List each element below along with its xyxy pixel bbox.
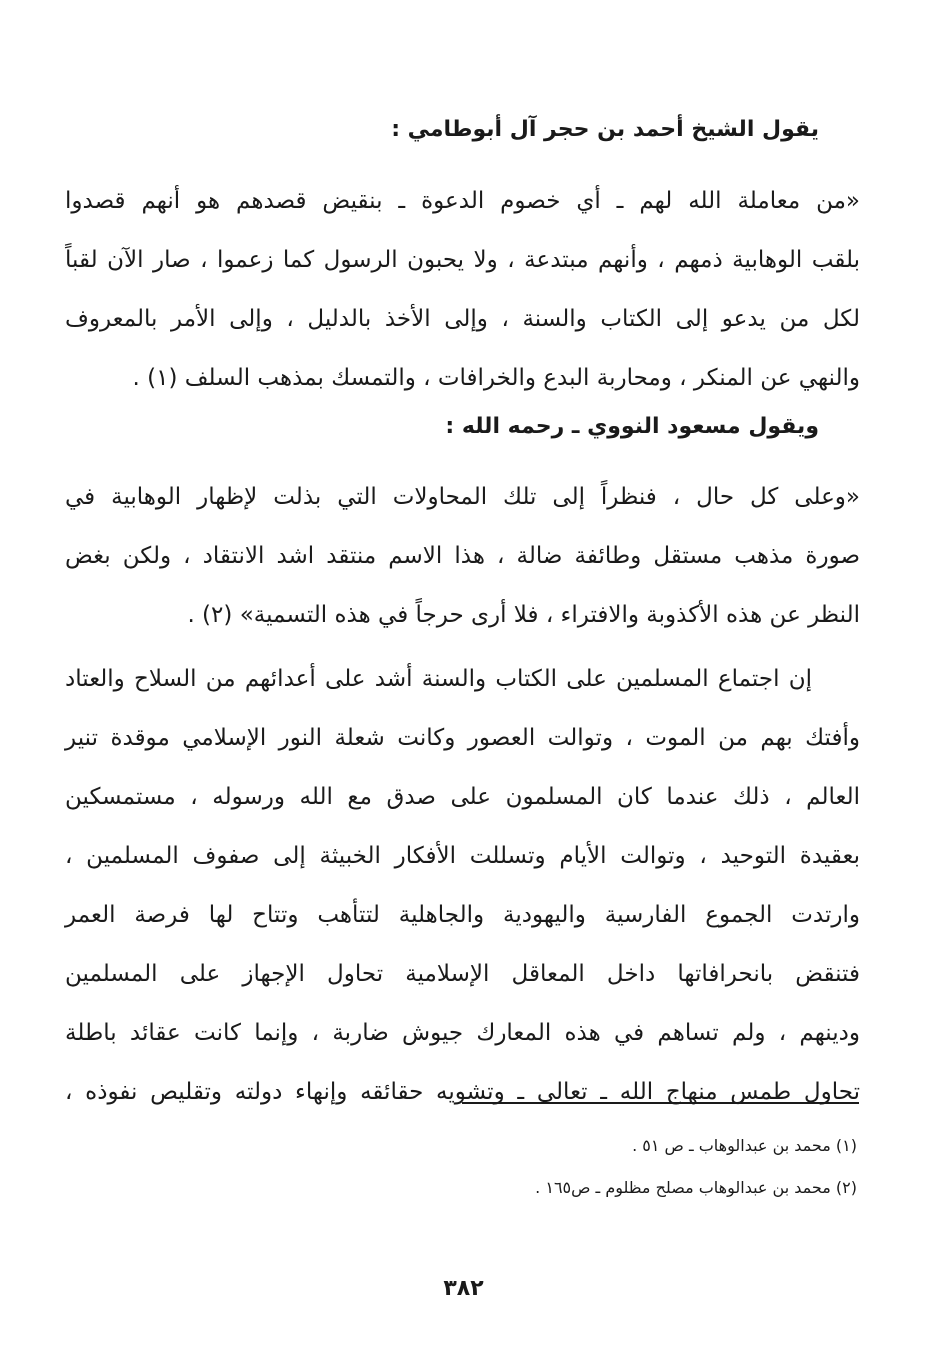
page-number: ٣٨٢ (443, 1276, 484, 1301)
body-paragraph (65, 650, 860, 1122)
footnote-1: (١) محمد بن عبدالوهاب ـ ص ٥١ . (632, 1136, 857, 1155)
body-line: تحاول طمس منهاج الله ـ تعالى ـ وتشويه حقائقه وإنهاء دولته وتقليص نفوذه ، (65, 1079, 860, 1105)
footnote-divider (462, 1102, 859, 1104)
quote-abu-tami (65, 172, 860, 408)
quote-line: «وعلى كل حال ، فنظراً إلى تلك المحاولات التي بذلت لإظهار الوهابية في (65, 484, 860, 510)
body-line: وأفتك بهم من الموت ، وتوالت العصور وكانت شعلة النور الإسلامي موقدة تنير (65, 725, 860, 751)
quote-line: «من معاملة الله لهم ـ أي خصوم الدعوة ـ بنقيض قصدهم هو أنهم قصدوا (65, 188, 860, 214)
body-line: فتنقض بانحرافاتها داخل المعاقل الإسلامية تحاول الإجهاز على المسلمين (65, 961, 860, 987)
body-line: بعقيدة التوحيد ، وتوالت الأيام وتسللت الأفكار الخبيثة إلى صفوف المسلمين ، (65, 843, 860, 869)
quote-line: بلقب الوهابية ذمهم ، وأنهم مبتدعة ، ولا يحبون الرسول كما زعموا ، صار الآن لقباً (65, 247, 860, 273)
body-line: ودينهم ، ولم تساهم في هذه المعارك جيوش ضاربة ، وإنما كانت عقائد باطلة (65, 1020, 860, 1046)
body-line: العالم ، ذلك عندما كان المسلمون على صدق مع الله ورسوله ، مستمسكين (65, 784, 860, 810)
quote-nadwi (65, 468, 860, 645)
body-line: إن اجتماع المسلمين على الكتاب والسنة أشد على أعدائهم من السلاح والعتاد (65, 666, 812, 692)
body-line: وارتدت الجموع الفارسية واليهودية والجاهلية لتتأهب وتتاح لها فرصة العمر (65, 902, 860, 928)
quote-line: والنهي عن المنكر ، ومحاربة البدع والخرافات ، والتمسك بمذهب السلف (١) . (132, 365, 860, 391)
footnote-2: (٢) محمد بن عبدالوهاب مصلح مظلوم ـ ص١٦٥ . (535, 1178, 857, 1197)
heading-abu-tami: يقول الشيخ أحمد بن حجر آل أبوطامي : (391, 117, 819, 142)
quote-line: النظر عن هذه الأكذوبة والافتراء ، فلا أرى حرجاً في هذه التسمية» (٢) . (187, 602, 860, 628)
quote-line: لكل من يدعو إلى الكتاب والسنة ، وإلى الأخذ بالدليل ، وإلى الأمر بالمعروف (65, 306, 860, 332)
heading-nadwi: ويقول مسعود النووي ـ رحمه الله : (445, 414, 819, 439)
quote-line: صورة مذهب مستقل وطائفة ضالة ، هذا الاسم منتقد اشد الانتقاد ، ولكن بغض (65, 543, 860, 569)
